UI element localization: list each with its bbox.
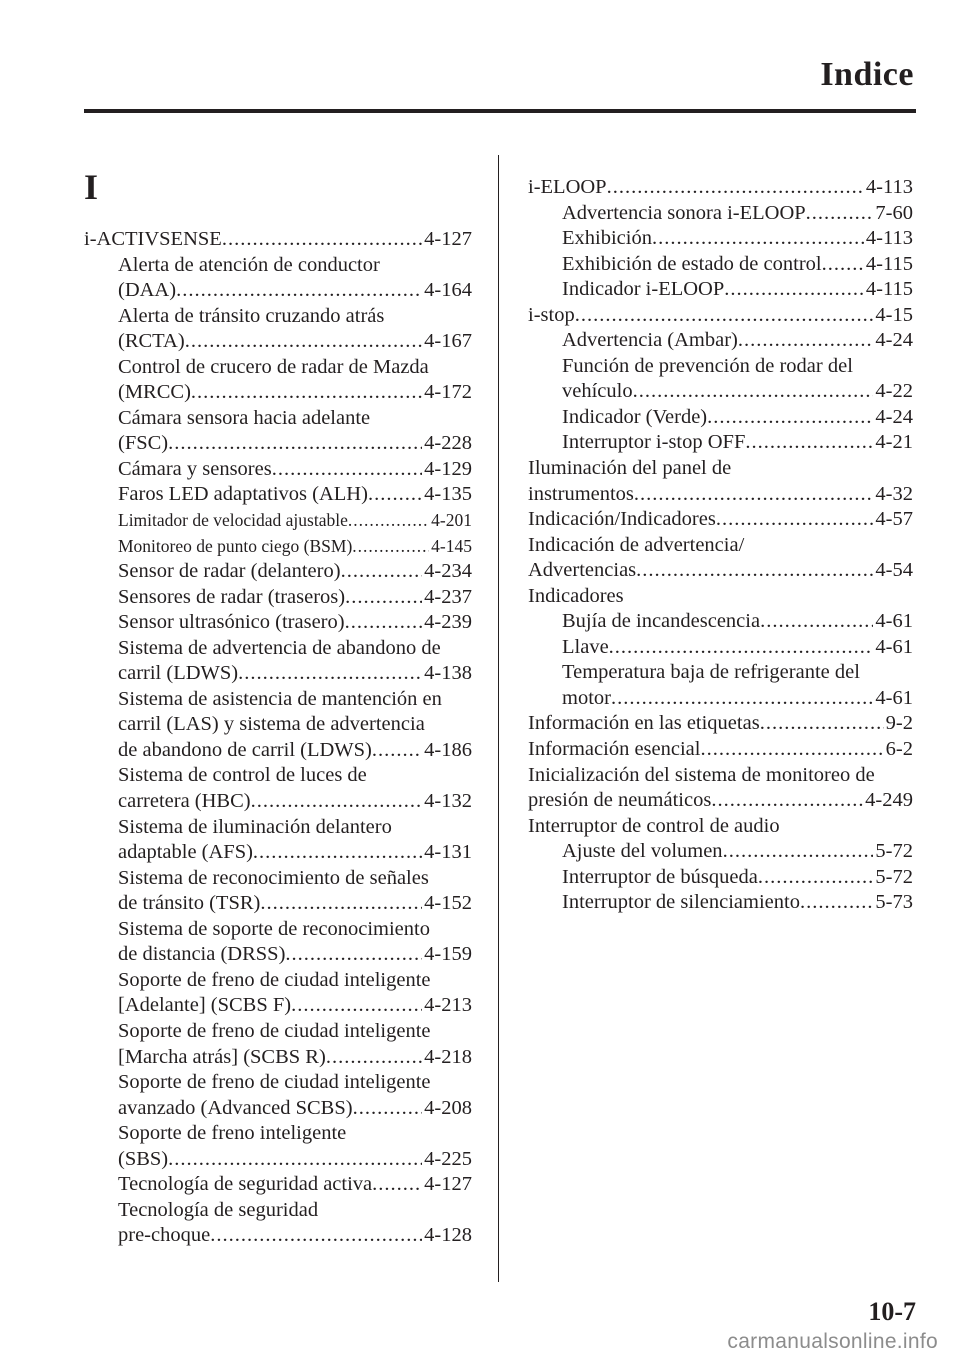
index-entry: [84, 891, 472, 917]
dot-leader: [611, 686, 873, 712]
index-entry-text: Soporte de freno inteligente: [118, 1122, 347, 1145]
index-entry: [84, 968, 472, 994]
index-entry-text: motor: [562, 686, 611, 709]
index-entry: [84, 329, 472, 355]
index-entry-text: i-stop: [528, 303, 575, 326]
index-entry: [528, 763, 913, 789]
dot-leader: [723, 839, 874, 865]
index-entry: [84, 1121, 472, 1147]
dot-leader: [575, 303, 874, 329]
index-entry-page[interactable]: 4-127: [424, 1173, 472, 1196]
index-entry-text: Sistema de soporte de reconocimiento: [118, 917, 430, 940]
index-entry: [84, 687, 472, 713]
index-entry-text: Sistema de control de luces de: [118, 764, 367, 787]
dot-leader: [191, 380, 422, 406]
index-entry-page[interactable]: 4-167: [424, 330, 472, 353]
index-entry-page[interactable]: 4-57: [875, 508, 913, 531]
index-entry-text: Alerta de atención de conductor: [118, 253, 380, 276]
index-entry-text: Exhibición: [562, 227, 652, 250]
index-entry-text: Información en las etiquetas: [528, 712, 760, 735]
index-entry-text: adaptable (AFS): [118, 841, 253, 864]
index-entry: [84, 917, 472, 943]
index-entry: [528, 839, 913, 865]
dot-leader: [285, 942, 422, 968]
page-number: 10-7: [868, 1297, 916, 1326]
index-entry-page[interactable]: 4-113: [865, 176, 913, 198]
index-entry-text: Bujía de incandescencia: [562, 610, 761, 633]
index-entry-page[interactable]: 4-22: [875, 380, 913, 403]
index-entry: [84, 482, 472, 508]
index-entry-text: Sistema de advertencia de abandono de: [118, 636, 441, 659]
dot-leader: [253, 840, 422, 866]
index-entry-text: instrumentos: [528, 482, 634, 505]
page-header-title: Indice: [820, 56, 914, 93]
dot-leader: [636, 558, 873, 584]
index-entry-text: Advertencia sonora i-ELOOP: [562, 201, 806, 224]
index-entry: [528, 788, 913, 814]
header-rule: [84, 109, 916, 113]
index-entry-text: vehículo: [562, 380, 633, 403]
index-entry-text: Indicador i-ELOOP: [562, 278, 725, 301]
index-entry-text: [Marcha atrás] (SCBS R): [118, 1045, 326, 1068]
index-entry: [84, 431, 472, 457]
index-entry-text: Soporte de freno de ciudad inteligente: [118, 1071, 431, 1094]
index-entry-text: Llave: [562, 635, 609, 658]
index-entry: [84, 253, 472, 279]
index-entry: [84, 1096, 472, 1122]
index-entry-page[interactable]: 4-234: [424, 560, 472, 583]
index-entry: [528, 354, 913, 380]
index-entry-page[interactable]: 9-2: [885, 712, 913, 735]
index-entry-page[interactable]: 4-138: [424, 662, 472, 685]
index-entry: [84, 1223, 472, 1249]
dot-leader: [760, 711, 884, 737]
dot-leader: [652, 226, 864, 252]
index-entry: [84, 559, 472, 585]
dot-leader: [185, 329, 422, 355]
index-entry: [84, 278, 472, 304]
dot-leader: [707, 405, 873, 431]
dot-leader: [745, 430, 873, 456]
index-entry: [528, 660, 913, 686]
index-entry: [528, 635, 913, 661]
index-entry-text: Soporte de freno de ciudad inteligente: [118, 968, 431, 991]
index-entry: [528, 201, 913, 227]
index-entry-text: de tránsito (TSR): [118, 892, 261, 915]
index-entry: [528, 865, 913, 891]
index-entry: [84, 840, 472, 866]
index-entry-page[interactable]: 4-61: [875, 635, 913, 658]
index-entry-page[interactable]: 4-201: [431, 510, 472, 531]
index-entry-text: (DAA): [118, 279, 177, 302]
index-entry-page[interactable]: 4-132: [424, 790, 472, 813]
dot-leader: [738, 328, 874, 354]
index-entry-text: Sistema de reconocimiento de señales: [118, 866, 429, 889]
dot-leader: [345, 585, 422, 611]
index-entry-text: (RCTA): [118, 330, 185, 353]
dot-leader: [607, 175, 864, 201]
dot-leader: [326, 1045, 422, 1071]
dot-leader: [633, 379, 874, 405]
index-entry-page[interactable]: 4-15: [875, 303, 913, 326]
index-entry-text: Información esencial: [528, 738, 701, 761]
index-entry: [528, 328, 913, 354]
index-entry-text: presión de neumáticos: [528, 789, 712, 812]
index-entry: [528, 430, 913, 456]
index-entry-text: carril (LAS) y sistema de advertencia: [118, 713, 425, 736]
index-entry-text: Indicación/Indicadores: [528, 508, 716, 531]
index-entry-text: pre-choque: [118, 1224, 211, 1247]
index-entry-text: Soporte de freno de ciudad inteligente: [118, 1019, 431, 1042]
index-entry-text: (MRCC): [118, 381, 191, 404]
index-entry: [528, 609, 913, 635]
index-entry: [84, 636, 472, 662]
index-entry-text: Indicador (Verde): [562, 405, 708, 428]
column-divider: [498, 155, 499, 1282]
index-entry: [84, 355, 472, 381]
index-entry-text: Faros LED adaptativos (ALH): [118, 483, 368, 506]
index-entry-text: Sistema de iluminación delantero: [118, 815, 392, 838]
index-entry: [528, 711, 913, 737]
index-entry: [528, 686, 913, 712]
index-entry-page[interactable]: 6-2: [885, 738, 913, 761]
index-entry: [84, 763, 472, 789]
index-entry-text: carretera (HBC): [118, 790, 251, 813]
index-entry: [84, 1172, 472, 1198]
index-entry: [84, 534, 472, 560]
index-entry-text: Temperatura baja de refrigerante del: [562, 661, 860, 684]
index-entry-text: Indicadores: [528, 584, 624, 607]
index-entry-page[interactable]: 4-135: [424, 483, 472, 506]
index-entry: [528, 533, 913, 559]
index-entry: [528, 584, 913, 610]
index-entry-text: Advertencia (Ambar): [562, 329, 738, 352]
index-entry-page[interactable]: 4-208: [424, 1096, 472, 1119]
dot-leader: [260, 891, 422, 917]
dot-leader: [238, 661, 422, 687]
index-entry: [84, 457, 472, 483]
index-entry: [84, 508, 472, 534]
index-entry: [84, 1198, 472, 1224]
index-entry: [84, 942, 472, 968]
index-column-right: [528, 175, 913, 916]
index-entry-page[interactable]: 5-72: [875, 865, 913, 888]
index-column-left: [84, 227, 472, 1249]
index-entry-text: Limitador de velocidad ajustable: [118, 510, 348, 531]
index-entry-text: Cámara y sensores: [118, 457, 272, 480]
dot-leader: [210, 1223, 422, 1249]
index-entry-page[interactable]: 5-73: [875, 891, 913, 914]
dot-leader: [372, 1172, 422, 1198]
index-entry: [528, 456, 913, 482]
index-entry-text: Monitoreo de punto ciego (BSM): [118, 535, 353, 556]
index-entry-text: Advertencias: [528, 559, 637, 582]
index-entry: [84, 661, 472, 687]
index-entry-page[interactable]: 4-61: [875, 686, 913, 709]
index-entry-text: i-ELOOP: [528, 176, 607, 198]
dot-leader: [251, 789, 423, 815]
index-entry: [84, 227, 472, 253]
index-entry-page[interactable]: 4-61: [875, 610, 913, 633]
dot-leader: [176, 278, 422, 304]
index-entry-text: i-ACTIVSENSE: [84, 228, 222, 250]
index-entry-text: Indicación de advertencia/: [528, 533, 745, 556]
index-entry: [84, 866, 472, 892]
index-entry-text: Exhibición de estado de control: [562, 252, 822, 275]
dot-leader: [724, 277, 864, 303]
dot-leader: [800, 890, 873, 916]
index-entry: [528, 277, 913, 303]
index-entry-page[interactable]: 4-131: [424, 841, 472, 864]
index-entry: [84, 1045, 472, 1071]
index-entry: [528, 405, 913, 431]
index-entry-text: Sensores de radar (traseros): [118, 585, 346, 608]
dot-leader: [760, 609, 873, 635]
index-entry-text: Iluminación del panel de: [528, 457, 732, 480]
index-entry-text: Sistema de asistencia de mantención en: [118, 687, 442, 710]
index-entry-page[interactable]: 4-249: [865, 789, 913, 812]
index-entry-page[interactable]: 4-164: [424, 279, 472, 302]
index-entry-page[interactable]: 4-159: [424, 943, 472, 966]
index-entry-page[interactable]: 5-72: [875, 840, 913, 863]
index-entry: [528, 814, 913, 840]
index-entry-text: Interruptor de control de audio: [528, 814, 780, 837]
dot-leader: [168, 431, 422, 457]
index-entry-text: Interruptor de búsqueda: [562, 865, 758, 888]
index-entry: [84, 712, 472, 738]
index-entry-text: Sensor de radar (delantero): [118, 560, 341, 583]
dot-leader: [348, 508, 429, 534]
index-entry-page[interactable]: 4-115: [865, 252, 913, 275]
index-entry-text: Tecnología de seguridad activa: [118, 1173, 373, 1196]
dot-leader: [352, 534, 429, 560]
dot-leader: [758, 865, 874, 891]
index-entry-page[interactable]: 4-113: [865, 227, 913, 250]
index-entry-page[interactable]: 4-21: [875, 431, 913, 454]
index-entry-text: Cámara sensora hacia adelante: [118, 406, 371, 429]
index-entry-page[interactable]: 4-152: [424, 892, 472, 915]
index-entry-page[interactable]: 4-228: [424, 432, 472, 455]
index-entry: [528, 226, 913, 252]
dot-leader: [716, 507, 874, 533]
index-entry-page[interactable]: 4-115: [865, 278, 913, 301]
index-entry-page[interactable]: 4-218: [424, 1045, 472, 1068]
dot-leader: [634, 482, 874, 508]
dot-leader: [609, 635, 874, 661]
index-entry-text: Control de crucero de radar de Mazda: [118, 355, 429, 378]
index-entry: [84, 610, 472, 636]
index-entry-page[interactable]: 4-172: [424, 381, 472, 404]
index-entry-page[interactable]: 4-213: [424, 994, 472, 1017]
index-entry: [528, 558, 913, 584]
index-entry-text: Alerta de tránsito cruzando atrás: [118, 304, 385, 327]
index-entry: [84, 1070, 472, 1096]
index-entry: [528, 379, 913, 405]
index-entry: [84, 993, 472, 1019]
index-entry: [528, 252, 913, 278]
index-entry-text: avanzado (Advanced SCBS): [118, 1096, 353, 1119]
dot-leader: [822, 252, 864, 278]
index-entry-text: (SBS): [118, 1147, 169, 1170]
dot-leader: [345, 610, 423, 636]
section-letter: I: [84, 167, 99, 207]
index-entry-text: Tecnología de seguridad: [118, 1198, 319, 1221]
dot-leader: [368, 482, 422, 508]
index-entry-page[interactable]: 4-145: [431, 535, 472, 556]
dot-leader: [711, 788, 863, 814]
index-entry: [84, 406, 472, 432]
dot-leader: [291, 993, 422, 1019]
index-entry-text: (FSC): [118, 432, 169, 455]
index-entry-page[interactable]: 4-54: [875, 559, 913, 582]
index-entry-text: Sensor ultrasónico (trasero): [118, 611, 345, 634]
index-entry-text: Interruptor i-stop OFF: [562, 431, 746, 454]
index-entry-text: Inicialización del sistema de monitoreo de: [528, 763, 875, 786]
index-entry: [84, 738, 472, 764]
index-entry-page[interactable]: 7-60: [875, 201, 913, 224]
index-entry-page[interactable]: 4-24: [875, 405, 913, 428]
index-entry-page[interactable]: 4-32: [875, 482, 913, 505]
dot-leader: [168, 1147, 422, 1173]
index-entry-page[interactable]: 4-129: [424, 457, 472, 480]
index-entry: [84, 585, 472, 611]
index-entry: [84, 304, 472, 330]
index-entry: [84, 380, 472, 406]
index-entry: [528, 303, 913, 329]
index-entry-text: Función de prevención de rodar del: [562, 354, 853, 377]
index-entry-text: carril (LDWS): [118, 662, 239, 685]
index-entry: [528, 507, 913, 533]
index-entry-page[interactable]: 4-128: [424, 1224, 472, 1247]
index-entry-text: Interruptor de silenciamiento: [562, 891, 800, 914]
index-entry-text: Ajuste del volumen: [562, 840, 723, 863]
index-entry: [84, 815, 472, 841]
dot-leader: [700, 737, 883, 763]
dot-leader: [341, 559, 423, 585]
index-entry: [528, 737, 913, 763]
dot-leader: [272, 457, 422, 483]
index-entry: [84, 789, 472, 815]
index-entry-page[interactable]: 4-186: [424, 738, 472, 761]
index-entry-text: de distancia (DRSS): [118, 943, 286, 966]
index-entry: [528, 482, 913, 508]
index-entry-page[interactable]: 4-24: [875, 329, 913, 352]
index-entry-page[interactable]: 4-127: [424, 228, 472, 250]
dot-leader: [353, 1096, 423, 1122]
index-entry: [528, 890, 913, 916]
index-entry-text: [Adelante] (SCBS F): [118, 994, 292, 1017]
index-entry-page[interactable]: 4-239: [424, 611, 472, 634]
index-entry: [84, 1019, 472, 1045]
index-entry-text: de abandono de carril (LDWS): [118, 738, 372, 761]
watermark: carmanualsonline.info: [727, 1330, 938, 1353]
index-entry: [84, 1147, 472, 1173]
index-entry: [528, 175, 913, 201]
dot-leader: [372, 738, 422, 764]
dot-leader: [222, 227, 422, 253]
index-entry-page[interactable]: 4-237: [424, 585, 472, 608]
index-entry-page[interactable]: 4-225: [424, 1147, 472, 1170]
dot-leader: [806, 201, 874, 227]
